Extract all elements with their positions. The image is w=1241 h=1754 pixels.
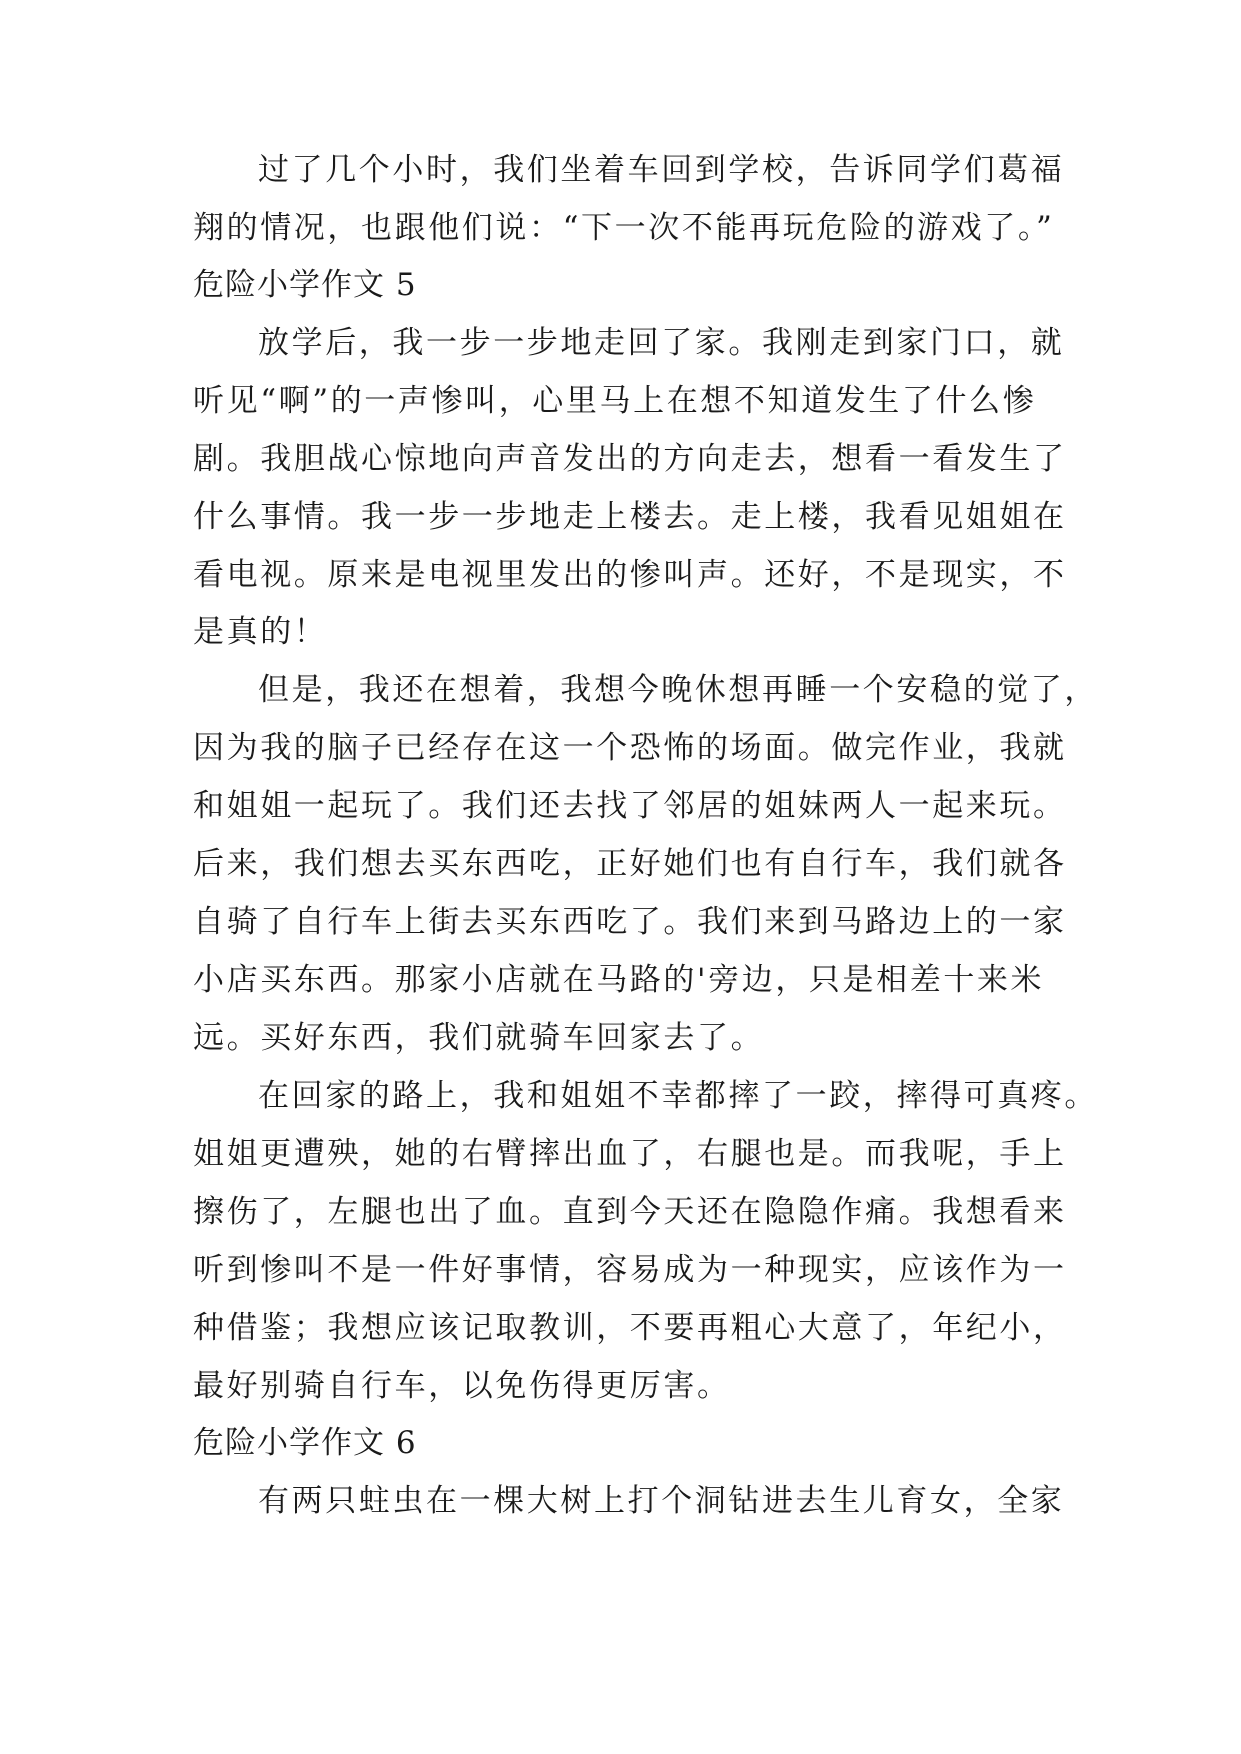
paragraph-line: 有两只蛀虫在一棵大树上打个洞钻进去生儿育女，全家 bbox=[258, 1483, 1065, 1519]
paragraph-line: 因为我的脑子已经存在这一个恐怖的场面。做完作业，我就 bbox=[193, 730, 1067, 766]
paragraph-line: 在回家的路上，我和姐姐不幸都摔了一跤，摔得可真疼。 bbox=[258, 1078, 1098, 1114]
section-heading: 危险小学作文 6 bbox=[193, 1425, 417, 1461]
paragraph-line: 后来，我们想去买东西吃，正好她们也有自行车，我们就各 bbox=[193, 846, 1067, 882]
paragraph-line: 是真的！ bbox=[193, 614, 328, 650]
paragraph-line: 但是，我还在想着，我想今晚休想再睡一个安稳的觉了， bbox=[258, 672, 1098, 708]
paragraph-line: 听见“啊”的一声惨叫，心里马上在想不知道发生了什么惨 bbox=[193, 383, 1037, 419]
paragraph-line: 自骑了自行车上街去买东西吃了。我们来到马路边上的一家 bbox=[193, 904, 1067, 940]
paragraph-line: 姐姐更遭殃，她的右臂摔出血了，右腿也是。而我呢，手上 bbox=[193, 1136, 1067, 1172]
paragraph-line: 过了几个小时，我们坐着车回到学校，告诉同学们葛福 bbox=[258, 152, 1065, 188]
paragraph-line: 听到惨叫不是一件好事情，容易成为一种现实，应该作为一 bbox=[193, 1252, 1067, 1288]
paragraph-line: 小店买东西。那家小店就在马路的'旁边，只是相差十来米 bbox=[193, 962, 1045, 998]
paragraph-line: 擦伤了，左腿也出了血。直到今天还在隐隐作痛。我想看来 bbox=[193, 1194, 1067, 1230]
paragraph-line: 剧。我胆战心惊地向声音发出的方向走去，想看一看发生了 bbox=[193, 441, 1067, 477]
paragraph-line: 最好别骑自行车，以免伤得更厉害。 bbox=[193, 1368, 731, 1404]
paragraph-line: 远。买好东西，我们就骑车回家去了。 bbox=[193, 1020, 765, 1056]
paragraph-line: 和姐姐一起玩了。我们还去找了邻居的姐妹两人一起来玩。 bbox=[193, 788, 1067, 824]
paragraph-line: 种借鉴；我想应该记取教训，不要再粗心大意了，年纪小， bbox=[193, 1310, 1067, 1346]
section-heading: 危险小学作文 5 bbox=[193, 267, 417, 303]
paragraph-line: 什么事情。我一步一步地走上楼去。走上楼，我看见姐姐在 bbox=[193, 499, 1067, 535]
paragraph-line: 看电视。原来是电视里发出的惨叫声。还好，不是现实，不 bbox=[193, 557, 1067, 593]
paragraph-line: 翔的情况，也跟他们说：“下一次不能再玩危险的游戏了。” bbox=[193, 210, 1055, 246]
paragraph-line: 放学后，我一步一步地走回了家。我刚走到家门口，就 bbox=[258, 325, 1065, 361]
